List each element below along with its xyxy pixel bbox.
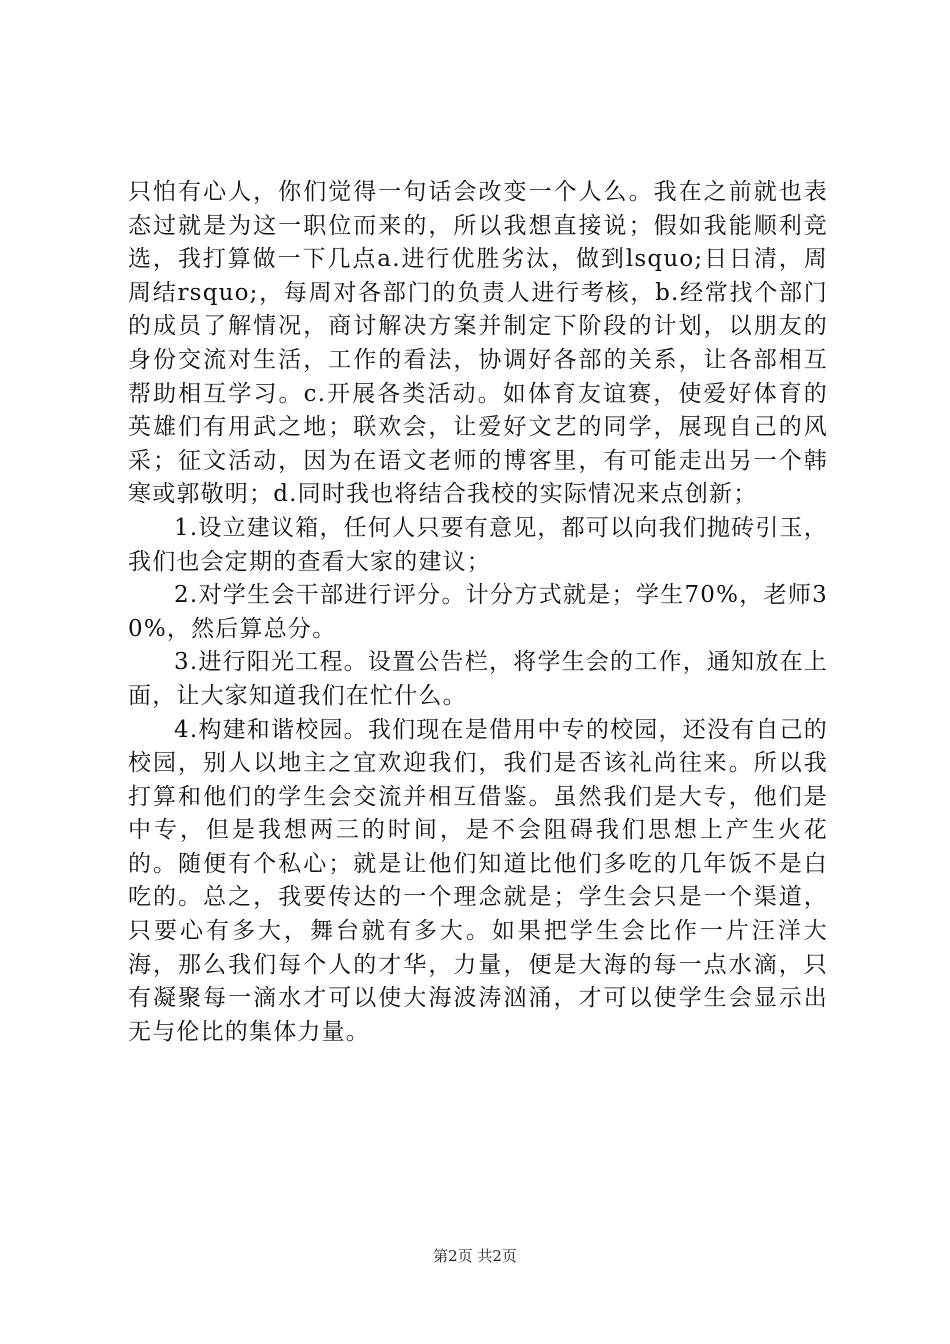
paragraph-item-4: 4.构建和谐校园。我们现在是借用中专的校园，还没有自己的校园，别人以地主之宜欢迎我们，我们是否该礼尚往来。所以我打算和他们的学生会交流并相互借鉴。虽然我们是大专，他们是中专，但是我想两三的时间，是不会阻碍我们思想上产生火花的。随便有个私心；就是让他们知道比他们多吃的几年饭不是白吃的。总之，我要传达的一个理念就是；学生会只是一个渠道，只要心有多大，舞台就有多大。如果把学生会比作一片汪洋大海，那么我们每个人的才华，力量，便是大海的每一点水滴，只有凝聚每一滴水才可以使大海波涛汹涌，才可以使学生会显示出无与伦比的集体力量。 [128, 716, 828, 1045]
paragraph-intro: 只怕有心人，你们觉得一句话会改变一个人么。我在之前就也表态过就是为这一职位而来的，所以我想直接说；假如我能顺利竞选，我打算做一下几点a.进行优胜劣汰，做到lsquo;日日清，周周结rsquo;，每周对各部门的负责人进行考核，b.经常找个部门的成员了解情况，商讨解决方案并制定下阶段的计划，以朋友的身份交流对生活，工作的看法，协调好各部的关系，让各部相互帮助相互学习。c.开展各类活动。如体育友谊赛，使爱好体育的英雄们有用武之地；联欢会，让爱好文艺的同学，展现自己的风采；征文活动，因为在语文老师的博客里，有可能走出另一个韩寒或郭敬明；d.同时我也将结合我校的实际情况来点创新； [128, 179, 828, 508]
document-body [128, 176, 828, 1049]
paragraph-item-1: 1.设立建议箱，任何人只要有意见，都可以向我们抛砖引玉，我们也会定期的查看大家的建议； [128, 514, 828, 575]
page-number-footer: 第2页 共2页 [433, 1247, 517, 1265]
paragraph-item-3: 3.进行阳光工程。设置公告栏，将学生会的工作，通知放在上面，让大家知道我们在忙什么。 [128, 649, 828, 709]
paragraph-item-2: 2.对学生会干部进行评分。计分方式就是；学生70%，老师30%，然后算总分。 [128, 582, 828, 642]
